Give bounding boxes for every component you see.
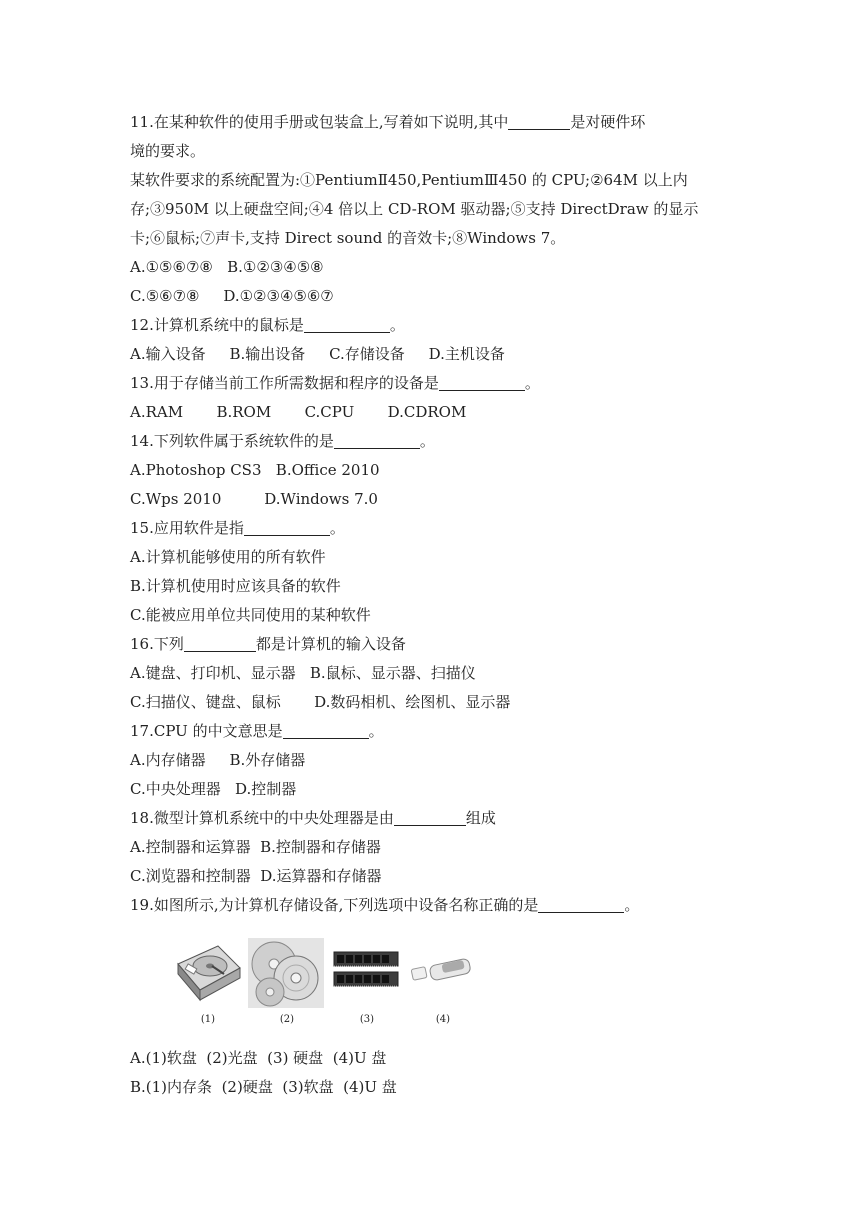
q13-stem: 13.用于存储当前工作所需数据和程序的设备是 。 (130, 374, 540, 392)
q17-options-cd: C.中央处理器 D.控制器 (130, 780, 297, 798)
usb-flash-drive-image (408, 938, 478, 1008)
q11-spec-3: 卡;⑥鼠标;⑦声卡,支持 Direct sound 的音效卡;⑧Windows 7。 (130, 229, 566, 247)
answer-blank (538, 895, 624, 913)
q16-stem: 16.下列 都是计算机的输入设备 (130, 635, 406, 653)
q11-options-cd: C.⑤⑥⑦⑧ D.①②③④⑤⑥⑦ (130, 287, 334, 305)
q15-option-a: A.计算机能够使用的所有软件 (130, 548, 326, 566)
q19-stem: 19.如图所示,为计算机存储设备,下列选项中设备名称正确的是 。 (130, 896, 640, 914)
q11-options-ab: A.①⑤⑥⑦⑧ B.①②③④⑤⑧ (130, 258, 324, 276)
q13-options: A.RAM B.ROM C.CPU D.CDROM (130, 403, 467, 421)
q19-option-b: B.(1)内存条 (2)硬盘 (3)软盘 (4)U 盘 (130, 1078, 397, 1096)
q14-options-cd: C.Wps 2010 D.Windows 7.0 (130, 490, 378, 508)
answer-blank (244, 518, 330, 536)
q16-options-cd: C.扫描仪、键盘、鼠标 D.数码相机、绘图机、显示器 (130, 693, 511, 711)
q12-stem: 12.计算机系统中的鼠标是 。 (130, 316, 405, 334)
q15-stem: 15.应用软件是指 。 (130, 519, 345, 537)
question-page (130, 108, 750, 1102)
hard-disk-image (174, 938, 244, 1008)
figure-caption-4: (4) (435, 1014, 451, 1025)
q18-options-cd: C.浏览器和控制器 D.运算器和存储器 (130, 867, 382, 885)
q14-stem: 14.下列软件属于系统软件的是 。 (130, 432, 435, 450)
answer-blank (304, 315, 390, 333)
memory-module-image (332, 938, 402, 1008)
q18-stem: 18.微型计算机系统中的中央处理器是由 组成 (130, 809, 496, 827)
q12-options: A.输入设备 B.输出设备 C.存储设备 D.主机设备 (130, 345, 505, 363)
optical-disc-image (248, 938, 324, 1008)
q11-spec-2: 存;③950M 以上硬盘空间;④4 倍以上 CD-ROM 驱动器;⑤支持 DirectDraw 的显示 (130, 200, 699, 218)
answer-blank (334, 431, 420, 449)
q11-stem-cont: 境的要求。 (130, 142, 206, 160)
q15-option-c: C.能被应用单位共同使用的某种软件 (130, 606, 371, 624)
answer-blank (508, 112, 570, 130)
q17-stem: 17.CPU 的中文意思是 。 (130, 722, 384, 740)
figure-caption-2: (2) (279, 1014, 295, 1025)
figure-caption-3: (3) (359, 1014, 375, 1025)
answer-blank (184, 634, 256, 652)
storage-devices-figure (174, 926, 494, 1044)
answer-blank (394, 808, 466, 826)
q15-option-b: B.计算机使用时应该具备的软件 (130, 577, 341, 595)
q16-options-ab: A.键盘、打印机、显示器 B.鼠标、显示器、扫描仪 (130, 664, 476, 682)
figure-caption-1: (1) (200, 1014, 216, 1025)
q11-stem: 11.在某种软件的使用手册或包装盒上,写着如下说明,其中 是对硬件环 (130, 113, 646, 131)
answer-blank (283, 721, 369, 739)
q19-option-a: A.(1)软盘 (2)光盘 (3) 硬盘 (4)U 盘 (130, 1049, 387, 1067)
answer-blank (439, 373, 525, 391)
q11-spec-1: 某软件要求的系统配置为:①PentiumⅡ450,PentiumⅢ450 的 CPU;②64M 以上内 (130, 171, 688, 189)
q14-options-ab: A.Photoshop CS3 B.Office 2010 (130, 461, 380, 479)
q18-options-ab: A.控制器和运算器 B.控制器和存储器 (130, 838, 381, 856)
q17-options-ab: A.内存储器 B.外存储器 (130, 751, 306, 769)
